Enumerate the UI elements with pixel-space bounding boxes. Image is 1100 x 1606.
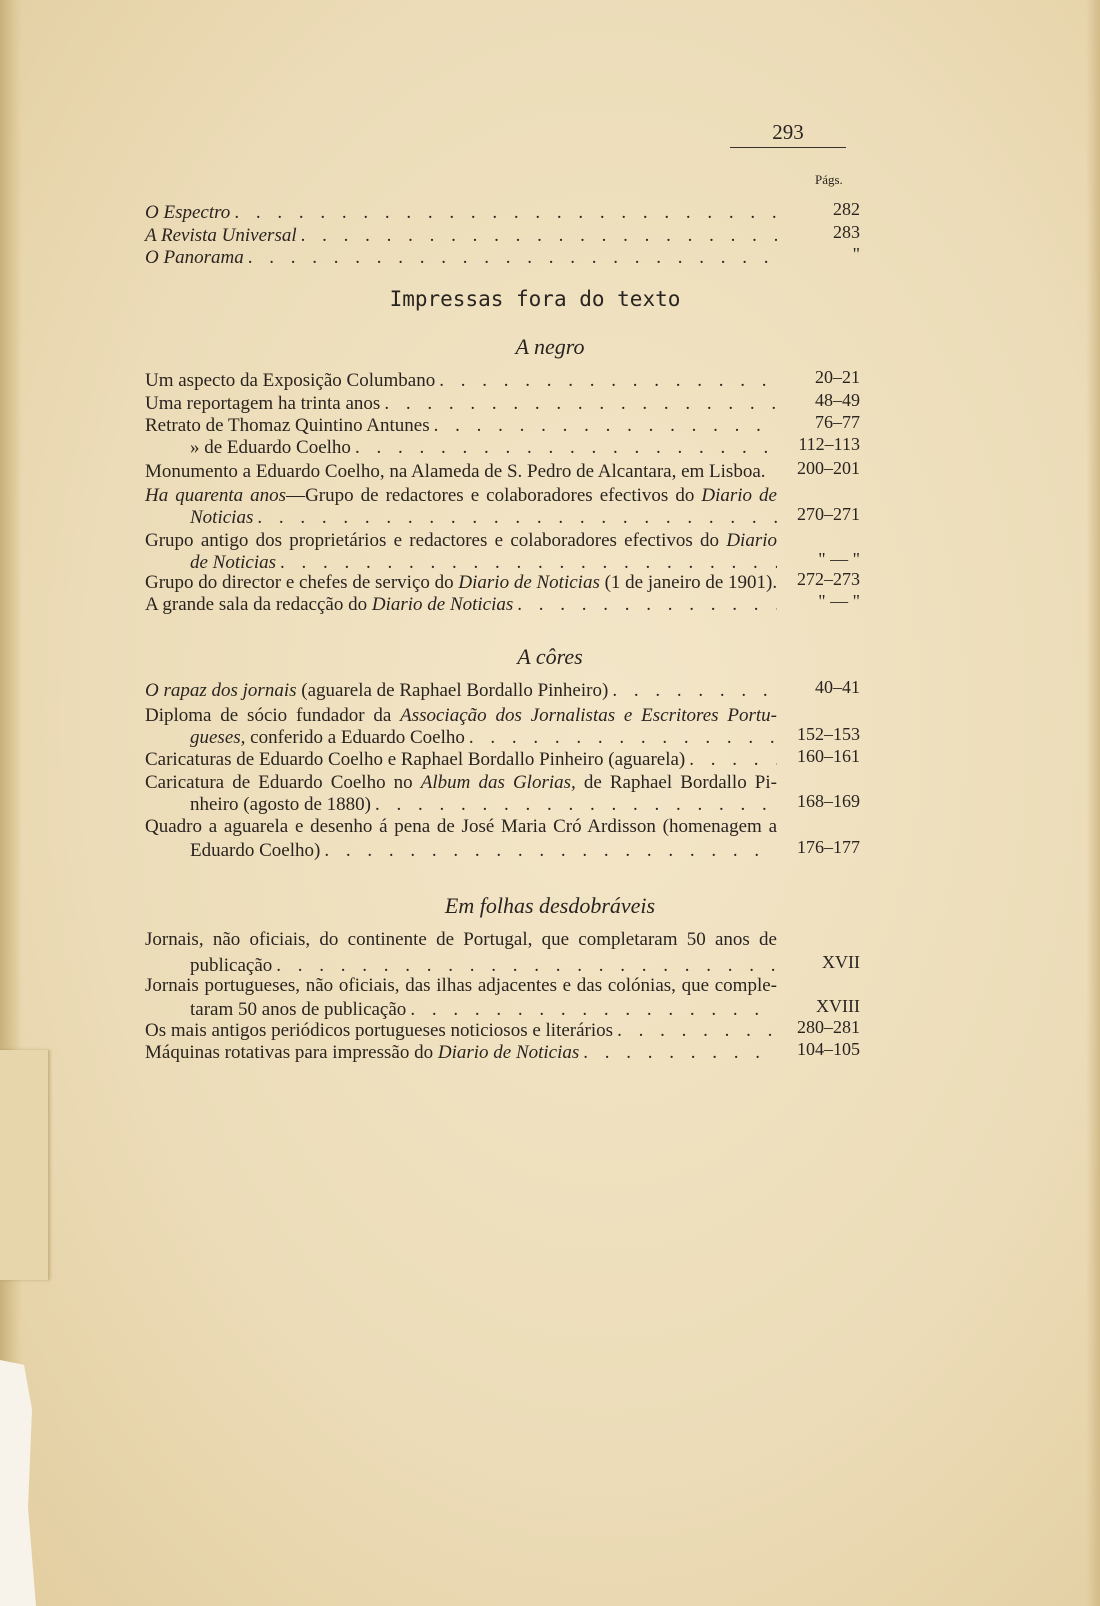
italic-title: Diario [726, 530, 777, 551]
dot-leader [406, 999, 777, 1021]
dot-leader [613, 1020, 777, 1042]
page-reference: " — " [818, 549, 860, 569]
entry-segment: conferido a Eduardo Coelho [245, 727, 465, 748]
dot-leader [430, 415, 777, 437]
index-entry-line [145, 370, 777, 392]
index-entry-line [145, 530, 777, 552]
entry-text [145, 247, 244, 269]
page-reference: 270–271 [797, 504, 860, 524]
dot-leader [244, 247, 777, 269]
page-reference: 176–177 [797, 837, 860, 857]
index-entry-line [190, 552, 777, 574]
index-entry-line [145, 415, 777, 437]
page-reference: 280–281 [797, 1017, 860, 1037]
dot-leader [320, 840, 777, 862]
entry-segment: Jornais portugueses, não oficiais, das ilhas adjacentes e das colónias, que comple- [145, 975, 777, 996]
index-entry-line [145, 705, 777, 727]
index-entry-line [145, 594, 777, 616]
index-entry-line [145, 749, 777, 771]
entry-segment: Máquinas rotativas para impressão do [145, 1042, 438, 1063]
index-entry-line [145, 772, 777, 794]
entry-text [145, 816, 777, 838]
entry-text [145, 370, 435, 392]
index-entry-line [145, 202, 777, 224]
entry-segment: —Grupo de redactores e colaboradores efectivos do [286, 485, 702, 506]
index-entry-line [190, 507, 777, 529]
italic-title: O rapaz dos jornais [145, 680, 297, 701]
entry-text [145, 680, 608, 702]
italic-title: O Espectro [145, 202, 231, 223]
paper-flap [0, 1050, 49, 1280]
entry-text [190, 552, 276, 574]
italic-title: Diario de Noticias [458, 572, 600, 593]
entry-text [145, 1020, 613, 1042]
entry-text [145, 975, 777, 997]
entry-text [190, 794, 371, 816]
index-entry-line [145, 929, 777, 951]
entry-segment: Uma reportagem ha trinta anos [145, 393, 381, 414]
italic-title: Ha quarenta anos [145, 485, 287, 506]
entry-text [145, 202, 230, 224]
dot-leader [465, 727, 777, 749]
entry-text [145, 530, 777, 552]
page-reference: XVIII [816, 996, 860, 1016]
page-reference: XVII [822, 952, 860, 972]
entry-segment: Os mais antigos periódicos portugueses noticiosos e literários [145, 1020, 614, 1041]
page-reference: 283 [833, 222, 860, 242]
entry-text [145, 461, 766, 483]
section-heading: Em folhas desdobráveis [444, 893, 656, 918]
index-entry-line [145, 975, 777, 997]
index-entry-line [190, 840, 777, 862]
italic-title: Album das Glorias, [420, 772, 576, 793]
entry-text [145, 485, 777, 507]
page-reference: 112–113 [798, 434, 860, 454]
dot-leader [253, 507, 777, 529]
page-reference: 200–201 [797, 458, 860, 478]
index-entry-line [145, 1042, 777, 1064]
entry-text [190, 507, 253, 529]
index-entry-line [190, 727, 777, 749]
paper-tear [0, 1360, 40, 1606]
index-entry-line [145, 816, 777, 838]
entry-segment: A grande sala da redacção do [145, 594, 372, 615]
entry-text [145, 415, 430, 437]
dot-leader [608, 680, 777, 702]
dot-leader [297, 225, 777, 247]
entry-text [190, 840, 320, 862]
entry-text [145, 929, 777, 951]
page-reference: " — " [818, 591, 860, 611]
italic-title: Noticias [190, 507, 254, 528]
entry-segment: Jornais, não oficiais, do continente de Portugal, que completaram 50 anos de [145, 929, 777, 950]
italic-title: Associação dos Jornalistas e Escritores Portu- [400, 705, 777, 726]
index-entry-line [145, 247, 777, 269]
section-heading: A côres [517, 644, 583, 669]
paper-right-edge [1086, 0, 1100, 1606]
page-reference: 20–21 [815, 367, 860, 387]
main-heading: Impressas fora do texto [389, 287, 681, 311]
page-reference: " [852, 244, 860, 264]
entry-segment: Caricatura de Eduardo Coelho no [145, 772, 421, 793]
entry-text [190, 999, 406, 1021]
entry-segment: publicação [190, 955, 273, 976]
index-entry-line [145, 572, 777, 594]
entry-segment: Grupo do director e chefes de serviço do [145, 572, 459, 593]
pages-column-header: Págs. [815, 172, 843, 187]
entry-text [190, 727, 465, 749]
dot-leader [276, 552, 777, 574]
page-reference: 272–273 [797, 569, 860, 589]
entry-segment: Diploma de sócio fundador da [145, 705, 401, 726]
page-reference: 282 [833, 199, 860, 219]
dot-leader [435, 370, 777, 392]
index-entry-line [145, 225, 777, 247]
dot-leader [230, 202, 777, 224]
index-entry-line [145, 485, 777, 507]
index-entry-line [145, 1020, 777, 1042]
index-entry-line [190, 955, 777, 977]
page-number: 293 [730, 120, 846, 148]
entry-segment: Um aspecto da Exposição Columbano [145, 370, 436, 391]
index-entry-line [145, 680, 777, 702]
entry-text [145, 772, 777, 794]
italic-title: gueses, [190, 727, 246, 748]
dot-leader [272, 955, 777, 977]
entry-segment: Caricaturas de Eduardo Coelho e Raphael Bordallo Pinheiro (aguarela) [145, 749, 686, 770]
entry-segment: Grupo antigo dos proprietários e redactores e colaboradores efectivos do [145, 530, 727, 551]
page-reference: 48–49 [815, 390, 860, 410]
index-entry-line [190, 437, 777, 459]
section-heading: A negro [515, 334, 585, 359]
entry-text [145, 1042, 579, 1064]
entry-segment: taram 50 anos de publicação [190, 999, 407, 1020]
page-reference: 76–77 [815, 412, 860, 432]
dot-leader [579, 1042, 777, 1064]
entry-segment: (aguarela de Raphael Bordallo Pinheiro) [296, 680, 609, 701]
italic-title: O Panorama [145, 247, 244, 268]
entry-segment: nheiro (agosto de 1880) [190, 794, 371, 815]
italic-title: Diario de [701, 485, 777, 506]
entry-segment: Eduardo Coelho) [190, 840, 321, 861]
entry-text [145, 572, 777, 594]
index-entry-line [145, 461, 777, 483]
page-reference: 40–41 [815, 677, 860, 697]
dot-leader [685, 749, 777, 771]
entry-segment: Monumento a Eduardo Coelho, na Alameda de S. Pedro de Alcantara, em Lisboa. [145, 461, 766, 482]
entry-text [145, 749, 685, 771]
entry-text [145, 594, 513, 616]
index-entry-line [145, 393, 777, 415]
entry-segment: (1 de janeiro de 1901). [599, 572, 778, 593]
entry-text [190, 437, 351, 459]
page-reference: 168–169 [797, 791, 860, 811]
index-entry-line [190, 794, 777, 816]
dot-leader [371, 794, 777, 816]
entry-text [145, 393, 380, 415]
entry-segment: » de Eduardo Coelho [190, 437, 351, 458]
entry-segment: de Raphael Bordallo Pi- [575, 772, 777, 793]
page-reference: 104–105 [797, 1039, 860, 1059]
entry-text [145, 705, 777, 727]
entry-segment: Retrato de Thomaz Quintino Antunes [145, 415, 430, 436]
italic-title: Diario de Noticias [371, 594, 514, 615]
entry-segment: Quadro a aguarela e desenho á pena de José Maria Cró Ardisson (homenagem a [145, 816, 777, 837]
italic-title: Diario de Noticias [437, 1042, 580, 1063]
dot-leader [351, 437, 777, 459]
page-reference: 152–153 [797, 724, 860, 744]
dot-leader [380, 393, 777, 415]
dot-leader [513, 594, 777, 616]
page-reference: 160–161 [797, 746, 860, 766]
index-entry-line [190, 999, 777, 1021]
entry-text [190, 955, 272, 977]
entry-text [145, 225, 297, 247]
italic-title: A Revista Universal [145, 225, 297, 246]
italic-title: de Noticias [190, 552, 277, 573]
